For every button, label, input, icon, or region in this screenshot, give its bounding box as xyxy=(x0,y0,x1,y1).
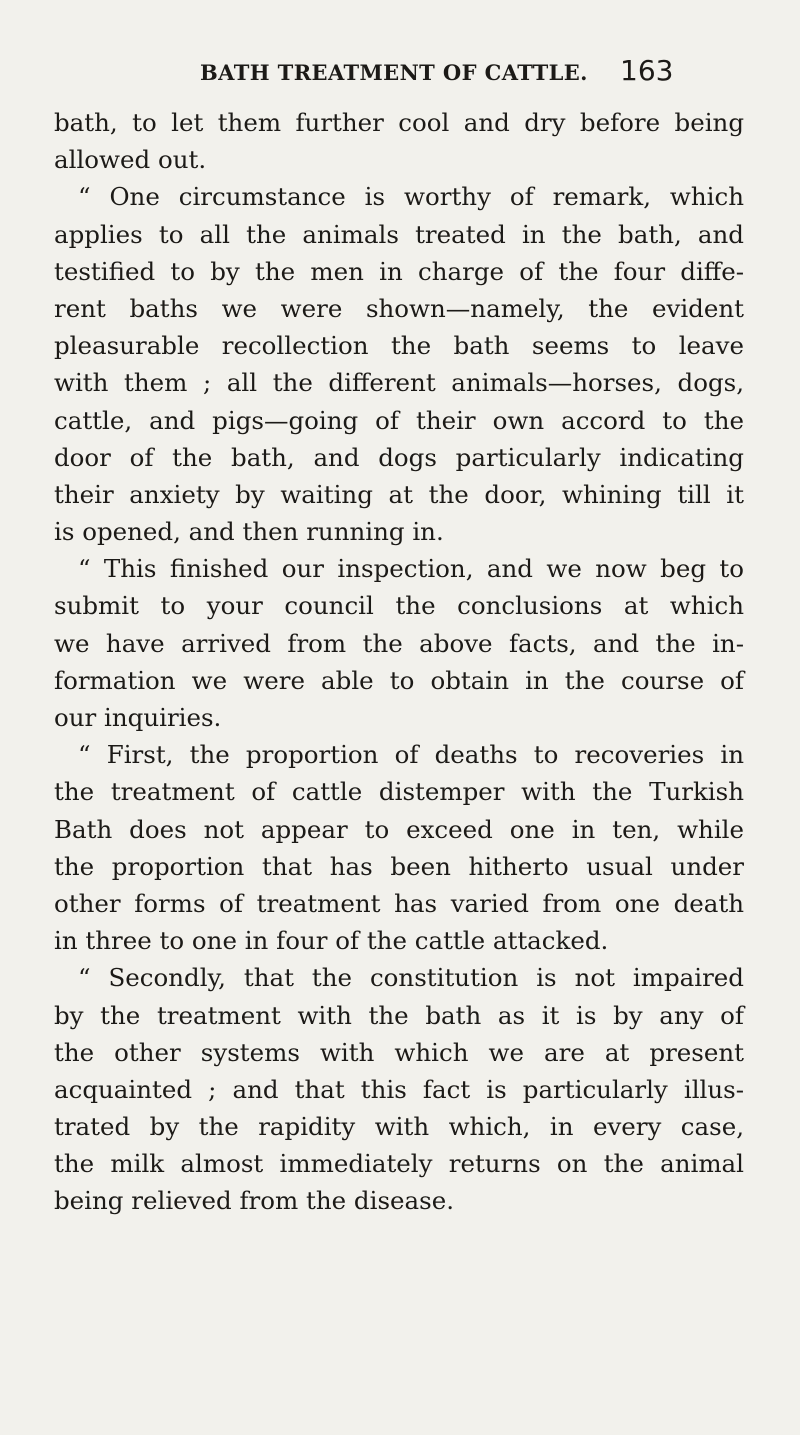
text-line: is opened, and then running in. xyxy=(54,517,444,547)
text-line: the other systems with which we are at present xyxy=(54,1037,744,1067)
text-line: being relieved from the disease. xyxy=(54,1186,454,1216)
text-line: rent baths we were shown—namely, the evident xyxy=(54,293,744,323)
text-line: “ Secondly, that the constitution is not impaired xyxy=(78,963,744,993)
text-line: “ This finished our inspection, and we now beg to xyxy=(78,554,744,584)
text-line: formation we were able to obtain in the course of xyxy=(54,665,744,695)
text-line: their anxiety by waiting at the door, whining till it xyxy=(54,479,744,509)
text-line: submit to your council the conclusions at which xyxy=(54,591,744,621)
running-title: BATH TREATMENT OF CATTLE. xyxy=(200,60,588,85)
text-line: allowed out. xyxy=(54,145,207,175)
text-line: in three to one in four of the cattle attacked. xyxy=(54,926,609,956)
text-line: the proportion that has been hitherto usual under xyxy=(54,851,744,881)
text-line: the treatment of cattle distemper with the Turkish xyxy=(54,777,744,807)
text-line: applies to all the animals treated in the bath, and xyxy=(54,219,744,249)
text-line: other forms of treatment has varied from one death xyxy=(54,888,744,918)
text-line: our inquiries. xyxy=(54,703,222,732)
text-line: acquainted ; and that this fact is particularly illus- xyxy=(54,1074,744,1104)
text-line: trated by the rapidity with which, in every case, xyxy=(54,1112,744,1142)
text-line: door of the bath, and dogs particularly indicating xyxy=(54,442,744,472)
text-line: testified to by the men in charge of the four diffe- xyxy=(54,256,744,286)
text-line: pleasurable recollection the bath seems to leave xyxy=(54,331,744,361)
text-line: the milk almost immediately returns on the animal xyxy=(54,1149,744,1179)
text-line: Bath does not appear to exceed one in ten, while xyxy=(54,814,744,844)
body-text xyxy=(54,104,744,1220)
page-number: 163 xyxy=(620,54,674,87)
text-line: we have arrived from the above facts, and the in- xyxy=(54,628,744,658)
text-line: with them ; all the different animals—horses, dogs, xyxy=(54,368,744,398)
text-line: by the treatment with the bath as it is by any of xyxy=(54,1000,744,1030)
text-line: bath, to let them further cool and dry before being xyxy=(54,108,744,137)
text-line: “ First, the proportion of deaths to recoveries in xyxy=(78,740,744,770)
running-head xyxy=(0,56,800,90)
text-line: cattle, and pigs—going of their own accord to the xyxy=(54,405,744,435)
text-line: “ One circumstance is worthy of remark, which xyxy=(78,182,744,212)
